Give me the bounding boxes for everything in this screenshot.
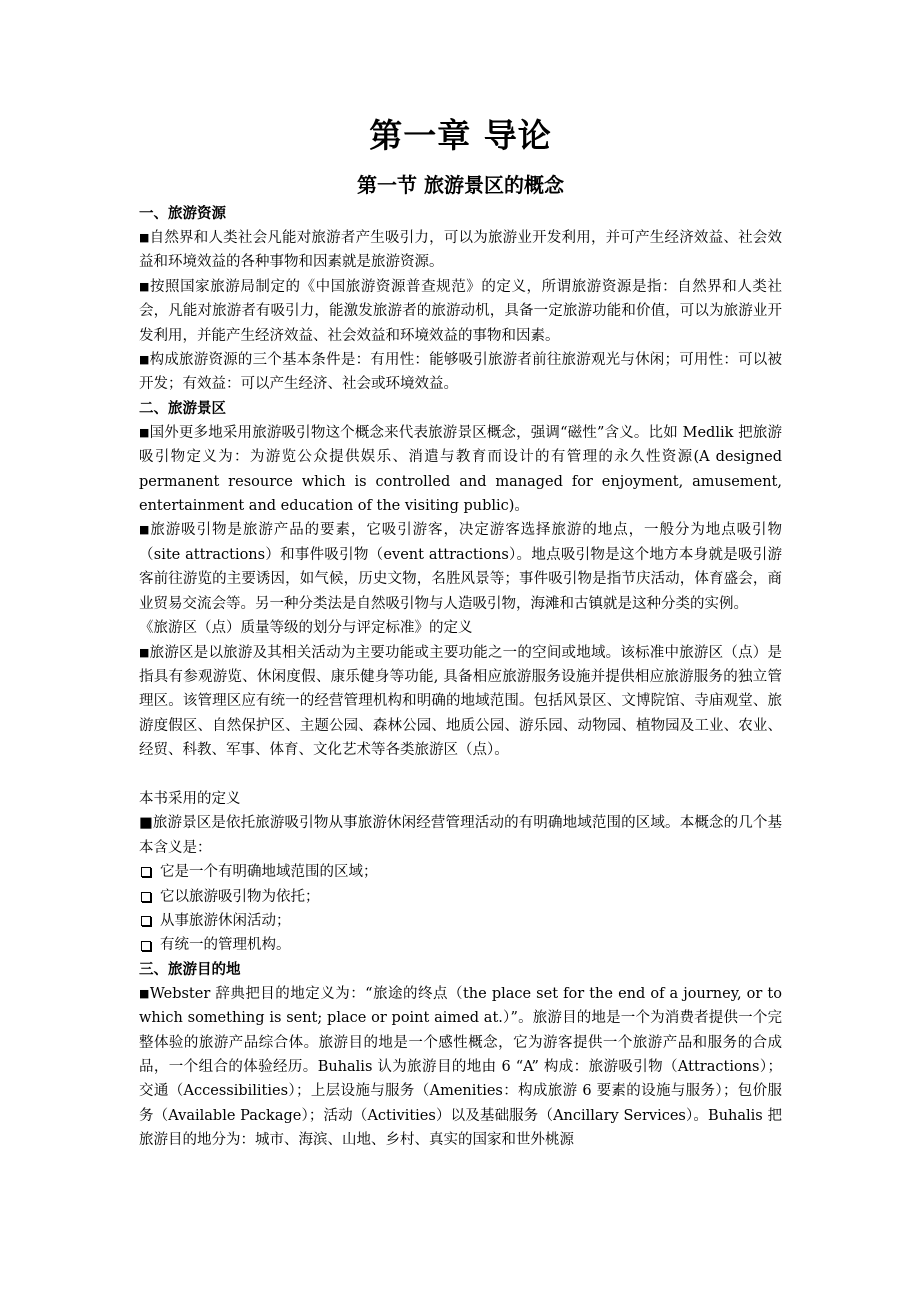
bullet-icon: ■ — [139, 353, 150, 367]
paragraph — [139, 226, 782, 275]
bullet-icon: ■ — [139, 231, 150, 244]
heading-scenic-area: 二、旅游景区 — [139, 399, 226, 417]
paragraph — [139, 275, 782, 348]
checklist-item-text: 有统一的管理机构。 — [160, 937, 291, 954]
paragraph-text: 自然界和人类社会凡能对旅游者产生吸引力，可以为旅游业开发利用，并可产生经济效益、社会效益和环境效益的各种事物和因素就是旅游资源。 — [139, 230, 782, 271]
standard-definition-title: 《旅游区（点）质量等级的划分与评定标准》的定义 — [139, 620, 473, 637]
book-definition-title: 本书采用的定义 — [139, 790, 241, 807]
paragraph — [139, 518, 782, 616]
paragraph — [139, 348, 782, 397]
paragraph — [139, 982, 782, 1153]
heading-destination: 三、旅游目的地 — [139, 960, 241, 978]
checklist-item-text: 从事旅游休闲活动； — [160, 912, 291, 929]
spacer — [139, 763, 782, 787]
paragraph-text: 国外更多地采用旅游吸引物这个概念来代表旅游景区概念，强调“磁性”含义。比如 Medlik 把旅游吸引物定义为：为游览公众提供娱乐、消遣与教育而设计的有管理的永久性资源(A designed permanent resource which is controlled and managed for enjoyment, amusement, entertainment and education of the visiting public)。 — [139, 424, 782, 515]
paragraph-text: 旅游区是以旅游及其相关活动为主要功能或主要功能之一的空间或地域。该标准中旅游区（点）是指具有参观游览、休闲度假、康乐健身等功能, 具备相应旅游服务设施并提供相应旅游服务的独立管理区。该管理区应有统一的经营管理机构和明确的地域范围。包括风景区、文博院馆、寺庙观堂、旅游度假区、自然保护区、主题公园、森林公园、地质公园、游乐园、动物园、植物园及工业、农业、经贸、科教、军事、体育、文化艺术等各类旅游区（点）。 — [139, 644, 782, 759]
checklist-item-text: 它以旅游吸引物为依托； — [160, 888, 320, 905]
bullet-icon: ■ — [139, 815, 153, 832]
checklist-item-text: 它是一个有明确地域范围的区域； — [160, 864, 378, 881]
document-page — [139, 110, 782, 1153]
bullet-icon: ■ — [139, 279, 150, 293]
bullet-icon: ■ — [139, 986, 150, 1000]
section-title: 第一节 旅游景区的概念 — [357, 173, 564, 197]
bullet-icon: ■ — [139, 523, 151, 537]
definition-checklist — [139, 860, 782, 958]
bullet-icon: ■ — [139, 425, 150, 439]
paragraph-text: 按照国家旅游局制定的《中国旅游资源普查规范》的定义，所谓旅游资源是指：自然界和人类社会，凡能对旅游者有吸引力，能激发旅游者的旅游动机，具备一定旅游功能和价值，可以为旅游业开发利用，并能产生经济效益、社会效益和环境效益的事物和因素。 — [139, 278, 782, 344]
paragraph-text: 构成旅游资源的三个基本条件是：有用性：能够吸引旅游者前往旅游观光与休闲；可用性：可以被开发；有效益：可以产生经济、社会或环境效益。 — [139, 352, 782, 393]
paragraph-text: Webster 辞典把目的地定义为：“旅途的终点（the place set for the end of a journey, or to which something is sent; place or point aimed at.）”。旅游目的地是一个为消费者提供一个完整体验的旅游产品综合体。旅游目的地是一个感性概念，它为游客提供一个旅游产品和服务的合成品，一个组合的体验经历。Buhalis 认为旅游目的地由 6 “A” 构成：旅游吸引物（Attractions）；交通（Accessibilities）；上层设施与服务（Amenities：构成旅游 6 要素的设施与服务）；包价服务（Available Package）；活动（Activities）以及基础服务（Ancillary Services）。Buhalis 把旅游目的地分为：城市、海滨、山地、乡村、真实的国家和世外桃源 — [139, 985, 782, 1149]
checkbox-icon — [141, 892, 151, 902]
checklist-item — [139, 933, 782, 957]
paragraph — [139, 811, 782, 860]
checklist-item — [139, 885, 782, 909]
checkbox-icon — [141, 941, 151, 951]
chapter-title: 第一章 导论 — [369, 116, 552, 155]
checklist-item — [139, 860, 782, 884]
heading-tourism-resources: 一、旅游资源 — [139, 205, 226, 222]
checklist-item — [139, 909, 782, 933]
paragraph — [139, 641, 782, 763]
checkbox-icon — [141, 867, 151, 877]
checkbox-icon — [141, 916, 151, 926]
paragraph-text: 旅游吸引物是旅游产品的要素，它吸引游客，决定游客选择旅游的地点，一般分为地点吸引物（site attractions）和事件吸引物（event attractions）。地点吸引物是这个地方本身就是吸引游客前往游览的主要诱因，如气候，历史文物，名胜风景等；事件吸引物是指节庆活动，体育盛会，商业贸易交流会等。另一种分类法是自然吸引物与人造吸引物，海滩和古镇就是这种分类的实例。 — [139, 522, 782, 612]
paragraph — [139, 421, 782, 519]
paragraph-text: 旅游景区是依托旅游吸引物从事旅游休闲经营管理活动的有明确地域范围的区域。本概念的几个基本含义是： — [139, 815, 783, 856]
bullet-icon: ■ — [139, 645, 150, 659]
